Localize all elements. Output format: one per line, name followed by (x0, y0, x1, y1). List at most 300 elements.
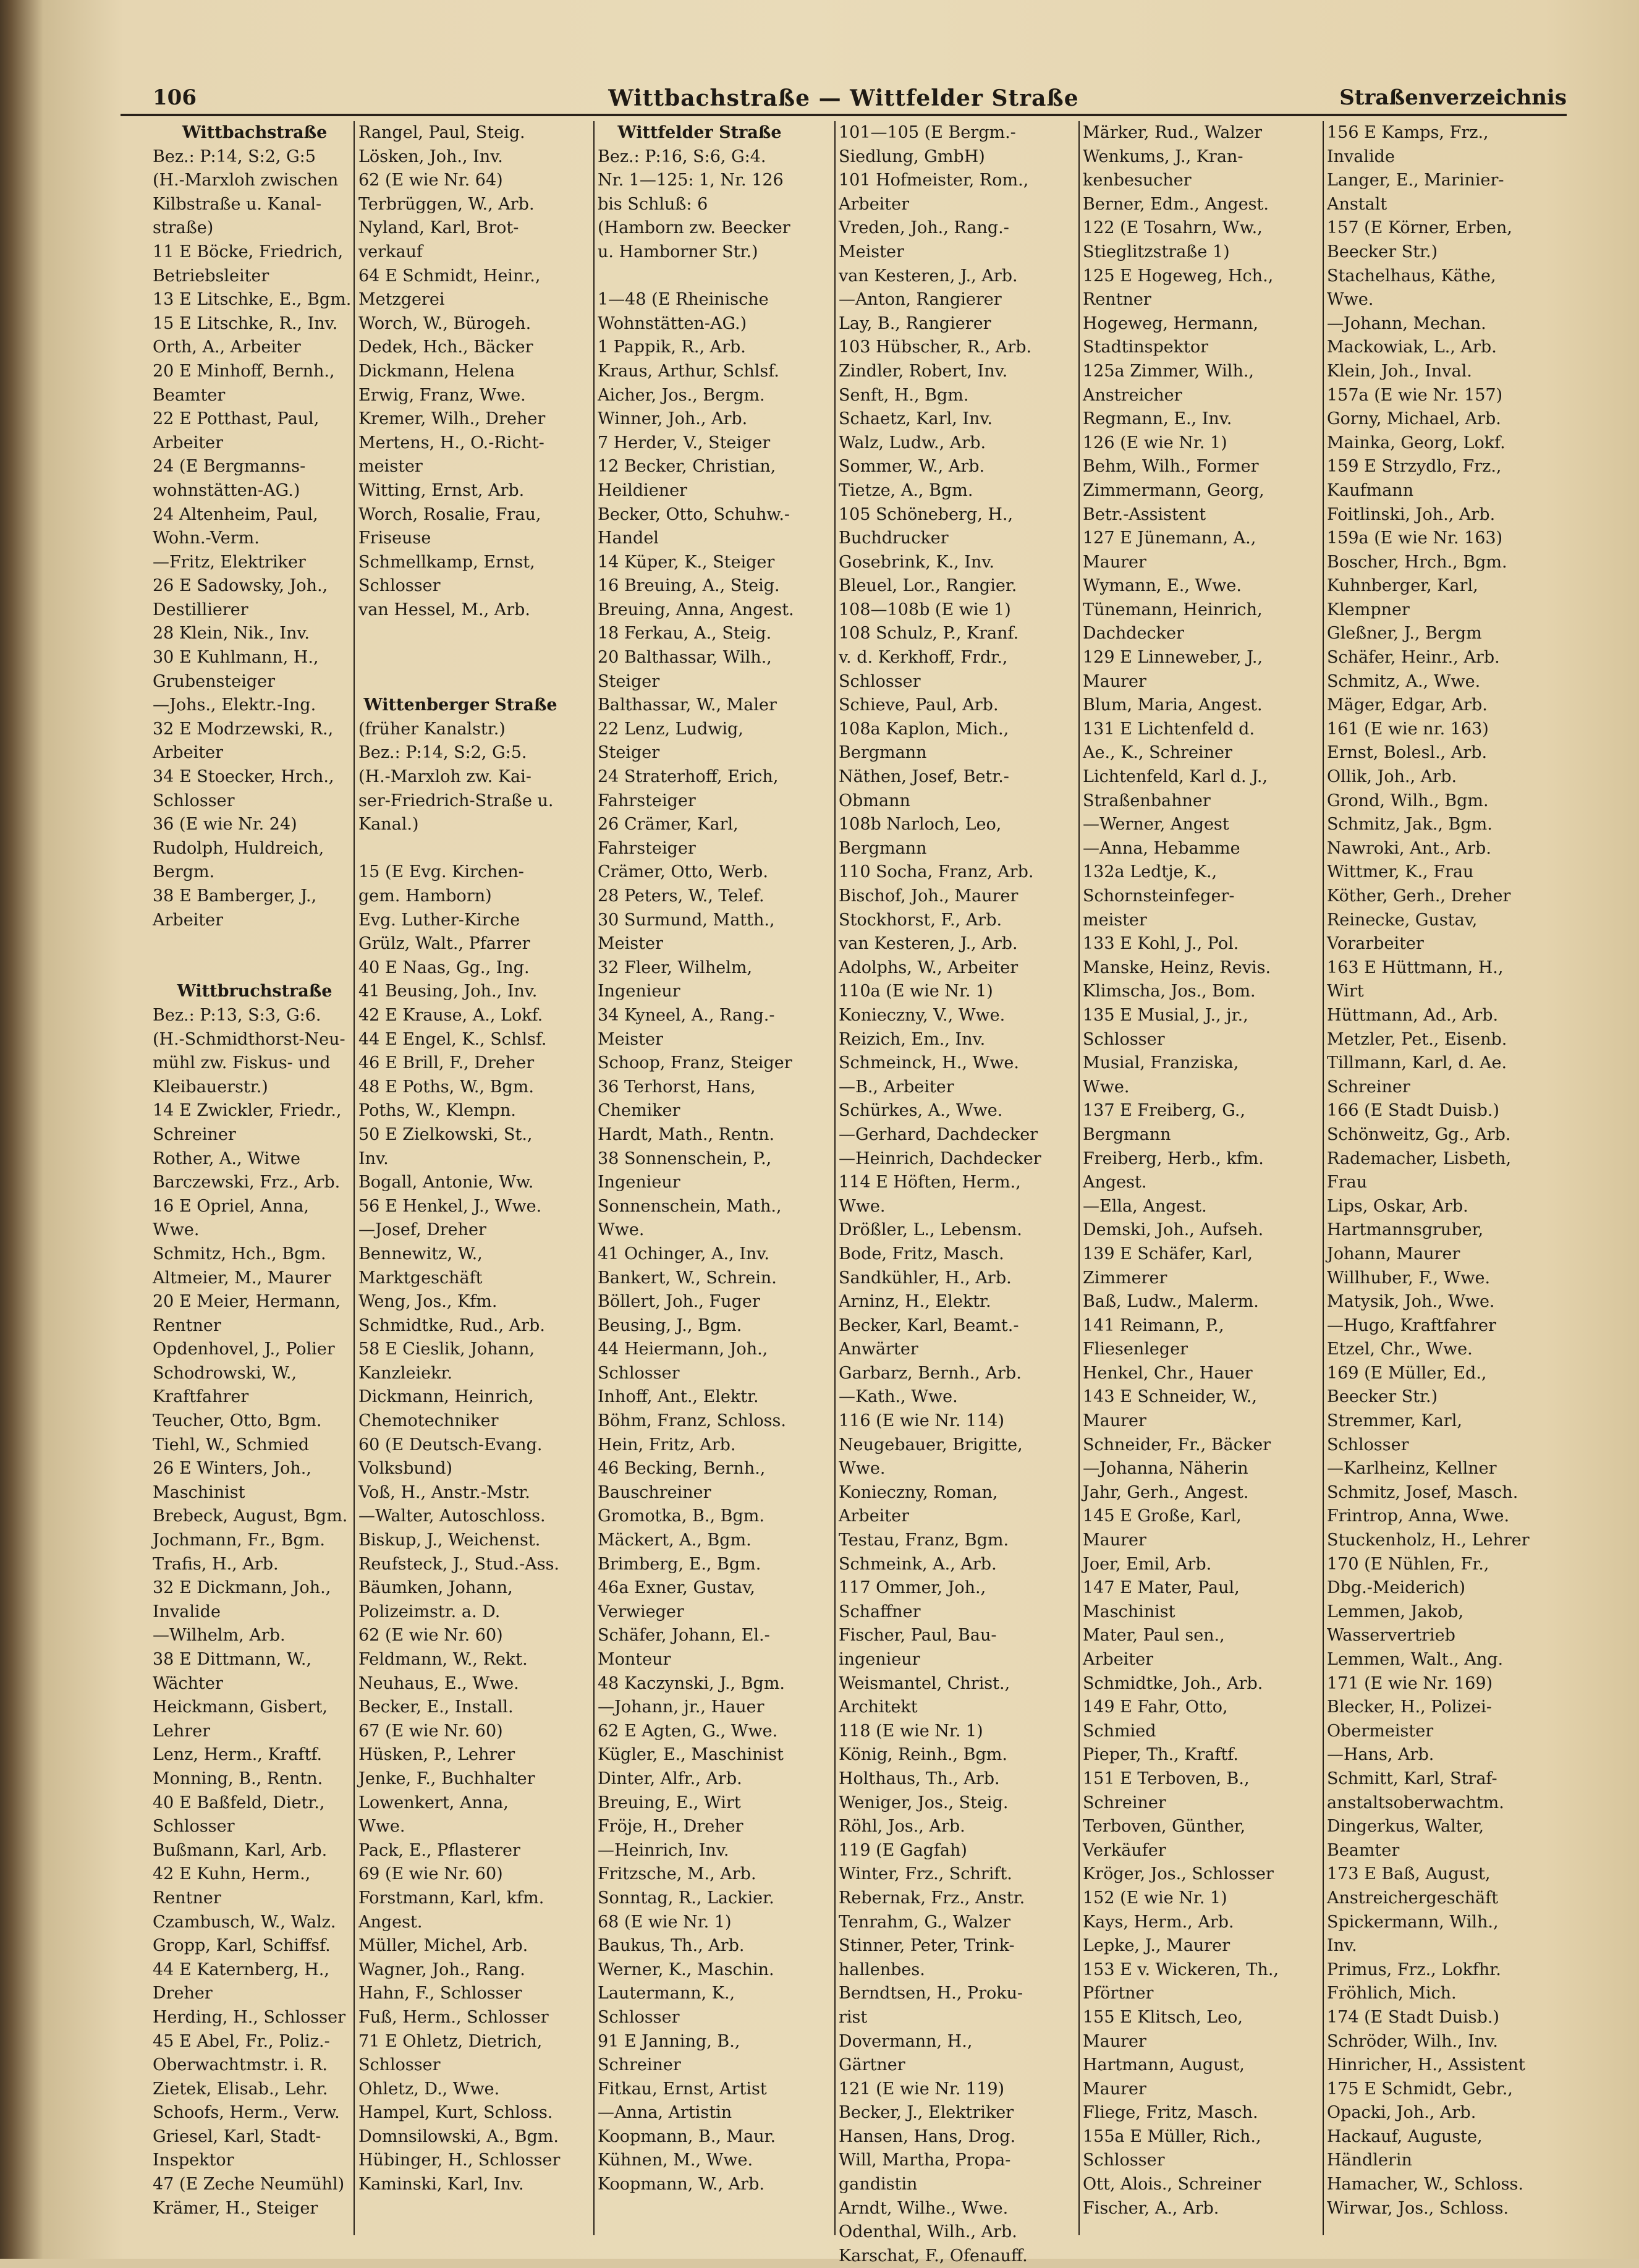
directory-entry: 131 E Lichtenfeld d. (1083, 719, 1255, 739)
directory-entry: —Anna, Artistin (598, 2103, 732, 2123)
directory-entry: —Johann, jr., Hauer (598, 1697, 764, 1717)
directory-entry: —Hugo, Kraftfahrer (1327, 1315, 1496, 1335)
directory-entry: Bergmann (839, 743, 927, 763)
directory-entry: Manske, Heinz, Revis. (1083, 958, 1271, 977)
street-heading: Wittbruchstraße (177, 982, 332, 1001)
directory-entry: Willhuber, F., Wwe. (1327, 1268, 1491, 1288)
directory-entry: Lautermann, K., (598, 1984, 735, 2003)
directory-entry: 11 E Böcke, Friedrich, (153, 242, 344, 261)
directory-entry: bis Schluß: 6 (598, 194, 708, 214)
directory-entry: (Hamborn zw. Beecker (598, 218, 790, 238)
directory-entry: Rother, A., Witwe (153, 1149, 301, 1168)
directory-entry: Metzgerei (358, 290, 445, 310)
directory-entry: 36 (E wie Nr. 24) (153, 815, 297, 835)
directory-entry: 155a E Müller, Rich., (1083, 2126, 1261, 2146)
directory-entry: Lichtenfeld, Karl d. J., (1083, 767, 1268, 787)
directory-entry: Holthaus, Th., Arb. (839, 1769, 1000, 1788)
directory-entry: wohnstätten-AG.) (153, 480, 300, 500)
directory-entry: Fuß, Herm., Schlosser (358, 2007, 549, 2027)
street-heading: Wittfelder Straße (617, 123, 782, 142)
directory-entry: 46 E Brill, F., Dreher (358, 1053, 535, 1073)
directory-entry: Kaufmann (1327, 480, 1414, 500)
directory-entry: 103 Hübscher, R., Arb. (839, 338, 1032, 357)
directory-entry: Griesel, Karl, Stadt- (153, 2126, 321, 2146)
directory-entry: Sommer, W., Arb. (839, 457, 985, 477)
directory-entry: Worch, W., Bürogeh. (358, 313, 532, 333)
directory-entry: —Josef, Dreher (358, 1220, 486, 1240)
directory-entry: 108—108b (E wie 1) (839, 600, 1011, 619)
directory-entry: Maschinist (1083, 1602, 1175, 1621)
directory-entry (358, 837, 562, 861)
directory-entry: Domnsilowski, A., Bgm. (358, 2126, 559, 2146)
directory-entry: Ingenieur (598, 1173, 680, 1192)
directory-entry: Steiger (598, 743, 660, 763)
directory-entry: —Hans, Arb. (1327, 1745, 1434, 1765)
directory-entry: 108 Schulz, P., Kranf. (839, 624, 1019, 643)
directory-entry: Opdenhovel, J., Polier (153, 1340, 335, 1359)
directory-entry: Bennewitz, W., (358, 1244, 483, 1264)
directory-entry: Maurer (1083, 671, 1146, 691)
directory-entry: 26 Crämer, Karl, (598, 815, 739, 835)
directory-entry: Ollik, Joh., Arb. (1327, 767, 1457, 787)
directory-entry: Arndt, Wilhe., Wwe. (839, 2198, 1009, 2218)
directory-entry: 110a (E wie Nr. 1) (839, 982, 993, 1001)
directory-entry: Meister (598, 1029, 663, 1049)
directory-entry: 161 (E wie nr. 163) (1327, 719, 1489, 739)
directory-entry: v. d. Kerkhoff, Frdr., (839, 648, 1008, 668)
directory-entry: Sonnenschein, Math., (598, 1196, 782, 1216)
directory-entry: Neuhaus, E., Wwe. (358, 1673, 519, 1693)
directory-entry: Gropp, Karl, Schiffsf. (153, 1936, 331, 1956)
directory-entry: Baß, Ludw., Malerm. (1083, 1292, 1259, 1312)
directory-entry: Bußmann, Karl, Arb. (153, 1840, 328, 1860)
directory-entry: Schlosser (598, 2007, 680, 2027)
directory-entry: Lay, B., Rangierer (839, 313, 991, 333)
directory-entry: 28 Klein, Nik., Inv. (153, 624, 310, 643)
directory-entry: Winner, Joh., Arb. (598, 409, 748, 429)
directory-entry: —Karlheinz, Kellner (1327, 1459, 1497, 1479)
directory-entry: 32 E Modrzewski, R., (153, 719, 334, 739)
directory-entry: 91 E Janning, B., (598, 2031, 740, 2051)
directory-entry: Kilbstraße u. Kanal- (153, 194, 322, 214)
directory-entry: Trafis, H., Arb. (153, 1554, 279, 1574)
directory-entry: Ohletz, D., Wwe. (358, 2079, 500, 2099)
directory-entry: Bergmann (1083, 1124, 1171, 1144)
directory-entry: Vorarbeiter (1327, 934, 1424, 954)
directory-entry: Hogeweg, Hermann, (1083, 313, 1259, 333)
directory-entry: Bode, Fritz, Masch. (839, 1244, 1004, 1264)
directory-entry: Schmeink, A., Arb. (839, 1554, 997, 1574)
directory-entry: Bleuel, Lor., Rangier. (839, 576, 1017, 596)
directory-entry: Schoop, Franz, Steiger (598, 1053, 792, 1073)
directory-entry: 169 (E Müller, Ed., (1327, 1363, 1487, 1383)
directory-entry: Teucher, Otto, Bgm. (153, 1411, 322, 1431)
directory-entry: 12 Becker, Christian, (598, 457, 776, 477)
directory-entry: Angest. (1083, 1173, 1147, 1192)
directory-entry: 26 E Winters, Joh., (153, 1459, 311, 1479)
directory-entry: Ingenieur (598, 982, 680, 1001)
directory-entry: Schaetz, Karl, Inv. (839, 409, 993, 429)
directory-entry: Maurer (1083, 1411, 1146, 1431)
directory-entry: Zietek, Elisab., Lehr. (153, 2079, 328, 2099)
directory-entry: 156 E Kamps, Frz., (1327, 123, 1489, 142)
directory-entry: 133 E Kohl, J., Pol. (1083, 934, 1239, 954)
directory-entry: Dbg.-Meiderich) (1327, 1578, 1466, 1598)
directory-entry: Schreiner (153, 1124, 236, 1144)
directory-entry: Voß, H., Anstr.-Mstr. (358, 1482, 530, 1502)
directory-entry: Hampel, Kurt, Schloss. (358, 2103, 553, 2123)
directory-entry (358, 670, 562, 694)
directory-entry: ingenieur (839, 1650, 920, 1669)
directory-entry: Dedek, Hch., Bäcker (358, 338, 533, 357)
directory-entry: 127 E Jünemann, A., (1083, 529, 1256, 548)
directory-entry: Böhm, Franz, Schloss. (598, 1411, 786, 1431)
directory-entry: Straßenbahner (1083, 791, 1211, 810)
directory-entry: Mäger, Edgar, Arb. (1327, 695, 1488, 715)
directory-entry: Schmied (1083, 1721, 1156, 1741)
directory-entry: 157 (E Körner, Erben, (1327, 218, 1512, 238)
directory-entry: 159a (E wie Nr. 163) (1327, 529, 1503, 548)
directory-entry: Breuing, Anna, Angest. (598, 600, 794, 619)
directory-entry: 163 E Hüttmann, H., (1327, 958, 1504, 977)
directory-entry: 41 Beusing, Joh., Inv. (358, 982, 538, 1001)
column-1 (153, 121, 357, 2235)
directory-entry: Hansen, Hans, Drog. (839, 2126, 1016, 2146)
directory-entry: Weng, Jos., Kfm. (358, 1292, 498, 1312)
directory-entry: Schoofs, Herm., Verw. (153, 2103, 340, 2123)
directory-entry: Matysik, Joh., Wwe. (1327, 1292, 1495, 1312)
directory-entry: Lepke, J., Maurer (1083, 1936, 1230, 1956)
directory-entry: 42 E Krause, A., Lokf. (358, 1005, 543, 1025)
directory-entry: 62 (E wie Nr. 60) (358, 1626, 503, 1646)
directory-entry: Anstreichergeschäft (1327, 1888, 1499, 1908)
directory-entry: 15 (E Evg. Kirchen- (358, 862, 524, 882)
directory-entry: 175 E Schmidt, Gebr., (1327, 2079, 1513, 2099)
directory-entry: Fröhlich, Mich. (1327, 1984, 1457, 2003)
directory-entry: Tünemann, Heinrich, (1083, 600, 1263, 619)
directory-entry: Nr. 1—125: 1, Nr. 126 (598, 171, 784, 190)
directory-entry: Langer, E., Marinier- (1327, 171, 1504, 190)
directory-entry: Nawroki, Ant., Arb. (1327, 838, 1491, 858)
directory-entry: 147 E Mater, Paul, (1083, 1578, 1240, 1598)
directory-entry: Gärtner (839, 2055, 905, 2075)
column-4 (839, 121, 1043, 2266)
directory-entry: van Kesteren, J., Arb. (839, 266, 1018, 286)
directory-entry: Koopmann, B., Maur. (598, 2126, 776, 2146)
directory-entry: Heildiener (598, 480, 687, 500)
directory-entry: Wwe. (153, 1220, 200, 1240)
directory-entry: Grülz, Walt., Pfarrer (358, 934, 530, 954)
directory-entry: Kleibauerstr.) (153, 1077, 268, 1097)
directory-entry: 173 E Baß, August, (1327, 1864, 1491, 1884)
directory-entry: Bez.: P:14, S:2, G:5 (153, 147, 316, 166)
directory-entry: Musial, Franziska, (1083, 1053, 1239, 1073)
directory-entry (358, 622, 562, 646)
directory-entry: —Ella, Angest. (1083, 1196, 1207, 1216)
directory-entry: Erwig, Franz, Wwe. (358, 385, 526, 405)
directory-entry: 22 Lenz, Ludwig, (598, 719, 743, 739)
directory-entry: Maurer (1083, 552, 1146, 572)
directory-entry: Schmitt, Karl, Straf- (1327, 1769, 1497, 1788)
column-5 (1083, 121, 1287, 2235)
directory-entry: Bez.: P:13, S:3, G:6. (153, 1005, 321, 1025)
directory-entry: 67 (E wie Nr. 60) (358, 1721, 503, 1741)
directory-entry: Winter, Frz., Schrift. (839, 1864, 1012, 1884)
directory-entry: 20 E Minhoff, Bernh., (153, 361, 335, 381)
directory-entry: 34 Kyneel, A., Rang.- (598, 1005, 775, 1025)
directory-entry: Reinecke, Gustav, (1327, 910, 1478, 930)
directory-entry: Odenthal, Wilh., Arb. (839, 2222, 1017, 2242)
directory-entry: Schmidtke, Rud., Arb. (358, 1315, 545, 1335)
directory-entry: 151 E Terboven, B., (1083, 1769, 1250, 1788)
directory-entry: Böllert, Joh., Fuger (598, 1292, 760, 1312)
directory-entry: Wirwar, Jos., Schloss. (1327, 2198, 1509, 2218)
directory-entry: Schmitz, Josef, Masch. (1327, 1482, 1518, 1502)
directory-entry: Bergm. (153, 862, 215, 882)
directory-entry: —B., Arbeiter (839, 1077, 954, 1097)
directory-entry: 28 Peters, W., Telef. (598, 886, 764, 906)
directory-entry: 132a Ledtje, K., (1083, 862, 1218, 882)
directory-entry: 155 E Klitsch, Leo, (1083, 2007, 1243, 2027)
directory-entry: Wwe. (1083, 1077, 1130, 1097)
directory-entry: Köther, Gerh., Dreher (1327, 886, 1511, 906)
directory-entry: Primus, Frz., Lokfhr. (1327, 1960, 1501, 1979)
directory-entry: Schieve, Paul, Arb. (839, 695, 999, 715)
directory-entry: —Kath., Wwe. (839, 1387, 958, 1407)
directory-entry: Klimscha, Jos., Bom. (1083, 982, 1256, 1001)
directory-entry: Schlosser (1083, 2151, 1165, 2170)
directory-entry: Hübinger, H., Schlosser (358, 2151, 561, 2170)
directory-entry: 143 E Schneider, W., (1083, 1387, 1257, 1407)
directory-entry (598, 265, 802, 289)
directory-entry: Handel (598, 529, 659, 548)
directory-entry: Ott, Alois., Schreiner (1083, 2175, 1261, 2194)
directory-entry: Stachelhaus, Käthe, (1327, 266, 1496, 286)
directory-entry: 44 Heiermann, Joh., (598, 1340, 768, 1359)
page-number: 106 (153, 85, 197, 110)
directory-entry: Dingerkus, Walter, (1327, 1817, 1484, 1837)
directory-entry: Frintrop, Anna, Wwe. (1327, 1506, 1510, 1526)
directory-entry: 125 E Hogeweg, Hch., (1083, 266, 1274, 286)
directory-entry: Arbeiter (839, 1506, 910, 1526)
directory-entry: Destillierer (153, 600, 248, 619)
directory-entry: 24 Straterhoff, Erich, (598, 767, 779, 787)
directory-entry: Obmann (839, 791, 910, 810)
directory-entry: Adolphs, W., Arbeiter (839, 958, 1019, 977)
directory-entry: Stuckenholz, H., Lehrer (1327, 1531, 1530, 1550)
directory-entry: 101—105 (E Bergm.- (839, 123, 1016, 142)
directory-entry: 137 E Freiberg, G., (1083, 1101, 1246, 1121)
directory-entry: Marktgeschäft (358, 1268, 483, 1288)
directory-entry: Oberwachtmstr. i. R. (153, 2055, 328, 2075)
directory-entry: Werner, K., Maschin. (598, 1960, 774, 1979)
directory-entry: 44 E Engel, K., Schlsf. (358, 1029, 547, 1049)
directory-entry: 139 E Schäfer, Karl, (1083, 1244, 1253, 1264)
directory-entry: Beusing, J., Bgm. (598, 1315, 742, 1335)
directory-entry: 46a Exner, Gustav, (598, 1578, 755, 1598)
directory-entry: 44 E Katernberg, H., (153, 1960, 329, 1979)
directory-entry: Tietze, A., Bgm. (839, 480, 973, 500)
directory-entry: gandistin (839, 2175, 918, 2194)
directory-entry: Architekt (839, 1697, 918, 1717)
directory-entry: Grubensteiger (153, 671, 276, 691)
directory-entry: 141 Reimann, P., (1083, 1315, 1224, 1335)
directory-entry: 171 (E wie Nr. 169) (1327, 1673, 1493, 1693)
directory-entry: 36 Terhorst, Hans, (598, 1077, 756, 1097)
directory-entry: 7 Herder, V., Steiger (598, 433, 771, 452)
directory-entry: 153 E v. Wickeren, Th., (1083, 1960, 1279, 1979)
directory-entry: Arbeiter (1083, 1650, 1154, 1669)
directory-entry: 105 Schöneberg, H., (839, 504, 1014, 524)
directory-entry: 16 Breuing, A., Steig. (598, 576, 780, 596)
directory-entry: 40 E Baßfeld, Dietr., (153, 1793, 325, 1812)
directory-entry: 135 E Musial, J., jr., (1083, 1005, 1248, 1025)
directory-entry: Becker, J., Elektriker (839, 2103, 1014, 2123)
directory-entry: Inv. (358, 1149, 389, 1168)
directory-entry: Fliesenleger (1083, 1340, 1188, 1359)
directory-entry: van Hessel, M., Arb. (358, 600, 531, 619)
directory-entry: 1—48 (E Rheinische (598, 290, 769, 310)
directory-entry: Wohnstätten-AG.) (598, 313, 747, 333)
directory-entry: 60 (E Deutsch-Evang. (358, 1435, 543, 1455)
directory-entry: 116 (E wie Nr. 114) (839, 1411, 1005, 1431)
directory-entry: mühl zw. Fiskus- und (153, 1053, 331, 1073)
directory-entry: Schlosser (358, 2055, 441, 2075)
directory-entry: König, Reinh., Bgm. (839, 1745, 1007, 1765)
directory-entry: Schäfer, Johann, El.- (598, 1626, 770, 1646)
directory-entry: 30 Surmund, Matth., (598, 910, 775, 930)
directory-entry: Schmitz, Hch., Bgm. (153, 1244, 326, 1264)
directory-entry: Verwieger (598, 1602, 684, 1621)
directory-entry: Tiehl, W., Schmied (153, 1435, 310, 1455)
directory-entry: Arbeiter (153, 743, 224, 763)
directory-entry: Lehrer (153, 1721, 211, 1741)
directory-entry: 13 E Litschke, E., Bgm. (153, 290, 352, 310)
directory-entry: Mäckert, A., Bgm. (598, 1531, 752, 1550)
directory-entry: Schornsteinfeger- (1083, 886, 1235, 906)
column-6 (1327, 121, 1531, 2235)
directory-entry: Rangel, Paul, Steig. (358, 123, 525, 142)
section-title: Straßenverzeichnis (1339, 85, 1567, 110)
directory-entry: Fritzsche, M., Arb. (598, 1864, 756, 1884)
directory-entry: Stadtinspektor (1083, 338, 1209, 357)
directory-entry: Schmidtke, Joh., Arb. (1083, 1673, 1263, 1693)
directory-entry: Zimmerer (1083, 1268, 1167, 1288)
directory-entry: Terboven, Günther, (1083, 1817, 1246, 1837)
directory-entry: ser-Friedrich-Straße u. (358, 791, 554, 810)
directory-entry: Rentner (1083, 290, 1151, 310)
directory-entry: Jochmann, Fr., Bgm. (153, 1531, 325, 1550)
directory-entry: Weismantel, Christ., (839, 1673, 1010, 1693)
directory-entry: Schmitz, A., Wwe. (1327, 671, 1481, 691)
directory-entry: Altmeier, M., Maurer (153, 1268, 331, 1288)
directory-entry: (H.-Schmidthorst-Neu- (153, 1029, 345, 1049)
directory-entry: Monteur (598, 1650, 671, 1669)
directory-entry: Wwe. (598, 1220, 645, 1240)
directory-entry: Siedlung, GmbH) (839, 147, 985, 166)
directory-entry: Schmeinck, H., Wwe. (839, 1053, 1019, 1073)
directory-entry: Klein, Joh., Inval. (1327, 361, 1472, 381)
directory-entry: Kraftfahrer (153, 1387, 249, 1407)
directory-entry: Anstalt (1327, 194, 1387, 214)
directory-entry: Arbeiter (153, 910, 224, 930)
directory-entry: Feldmann, W., Rekt. (358, 1650, 528, 1669)
directory-entry: 108a Kaplon, Mich., (839, 719, 1009, 739)
directory-entry: Schlosser (1327, 1435, 1409, 1455)
directory-entry: Bischof, Joh., Maurer (839, 886, 1019, 906)
directory-entry: Kröger, Jos., Schlosser (1083, 1864, 1274, 1884)
directory-entry: Walz, Ludw., Arb. (839, 433, 986, 452)
directory-entry: —Werner, Angest (1083, 815, 1229, 835)
directory-entry: Brebeck, August, Bgm. (153, 1506, 348, 1526)
directory-entry: Schlosser (839, 671, 921, 691)
directory-entry (153, 932, 357, 956)
header-rule (121, 114, 1567, 116)
directory-entry: Hartmann, August, (1083, 2055, 1245, 2075)
directory-entry: Kuhnberger, Karl, (1327, 576, 1478, 596)
directory-entry: Rebernak, Frz., Anstr. (839, 1888, 1025, 1908)
directory-entry: 117 Ommer, Joh., (839, 1578, 986, 1598)
directory-entry: Pieper, Th., Kraftf. (1083, 1745, 1239, 1765)
directory-entry: Schäfer, Heinr., Arb. (1327, 648, 1500, 668)
directory-entry: Wwe. (839, 1459, 886, 1479)
directory-entry: 71 E Ohletz, Dietrich, (358, 2031, 543, 2051)
directory-entry: Opacki, Joh., Arb. (1327, 2103, 1476, 2123)
directory-entry: 122 (E Tosahrn, Ww., (1083, 218, 1263, 238)
directory-entry: 38 E Bamberger, J., (153, 886, 317, 906)
directory-entry: Lemmen, Jakob, (1327, 1602, 1464, 1621)
directory-entry: Berner, Edm., Angest. (1083, 194, 1269, 214)
page-header (121, 85, 1567, 115)
directory-entry: Arninz, H., Elektr. (839, 1292, 991, 1312)
directory-entry: meister (1083, 910, 1147, 930)
directory-entry: 26 E Sadowsky, Joh., (153, 576, 328, 596)
directory-entry: Breuing, E., Wirt (598, 1793, 741, 1812)
directory-entry: Schlosser (153, 1817, 235, 1837)
directory-entry: Dinter, Alfr., Arb. (598, 1769, 742, 1788)
directory-entry: Boscher, Hrch., Bgm. (1327, 552, 1507, 572)
directory-entry: 45 E Abel, Fr., Poliz.- (153, 2031, 330, 2051)
directory-entry: 62 E Agten, G., Wwe. (598, 1721, 778, 1741)
directory-entry: Volksbund) (358, 1459, 453, 1479)
directory-entry: Regmann, E., Inv. (1083, 409, 1232, 429)
directory-entry: Reizich, Em., Inv. (839, 1029, 986, 1049)
directory-entry: Bankert, W., Schrein. (598, 1268, 777, 1288)
directory-entry: Garbarz, Bernh., Arb. (839, 1363, 1022, 1383)
directory-entry: Händlerin (1327, 2151, 1412, 2170)
directory-entry: 159 E Strzydlo, Frz., (1327, 457, 1502, 477)
directory-entry: Schodrowski, W., (153, 1363, 297, 1383)
directory-entry: Inv. (1327, 1936, 1357, 1956)
directory-entry: 1 Pappik, R., Arb. (598, 338, 746, 357)
directory-entry: Beecker Str.) (1327, 242, 1438, 261)
directory-entry: Stinner, Peter, Trink- (839, 1936, 1015, 1956)
directory-entry: 114 E Höften, Herm., (839, 1173, 1021, 1192)
directory-entry: Schneider, Fr., Bäcker (1083, 1435, 1271, 1455)
directory-entry: Maurer (1083, 2079, 1146, 2099)
directory-entry: Heickmann, Gisbert, (153, 1697, 328, 1717)
directory-entry: 38 Sonnenschein, P., (598, 1149, 772, 1168)
directory-entry: 64 E Schmidt, Heinr., (358, 266, 541, 286)
directory-entry (153, 956, 357, 980)
directory-entry: 152 (E wie Nr. 1) (1083, 1888, 1227, 1908)
directory-entry: anstaltsoberwachtm. (1327, 1793, 1504, 1812)
directory-entry: Johann, Maurer (1327, 1244, 1460, 1264)
directory-entry: Stieglitzstraße 1) (1083, 242, 1230, 261)
directory-entry: Zimmermann, Georg, (1083, 480, 1264, 500)
directory-entry: gem. Hamborn) (358, 886, 492, 906)
directory-entry: —Fritz, Elektriker (153, 552, 306, 572)
